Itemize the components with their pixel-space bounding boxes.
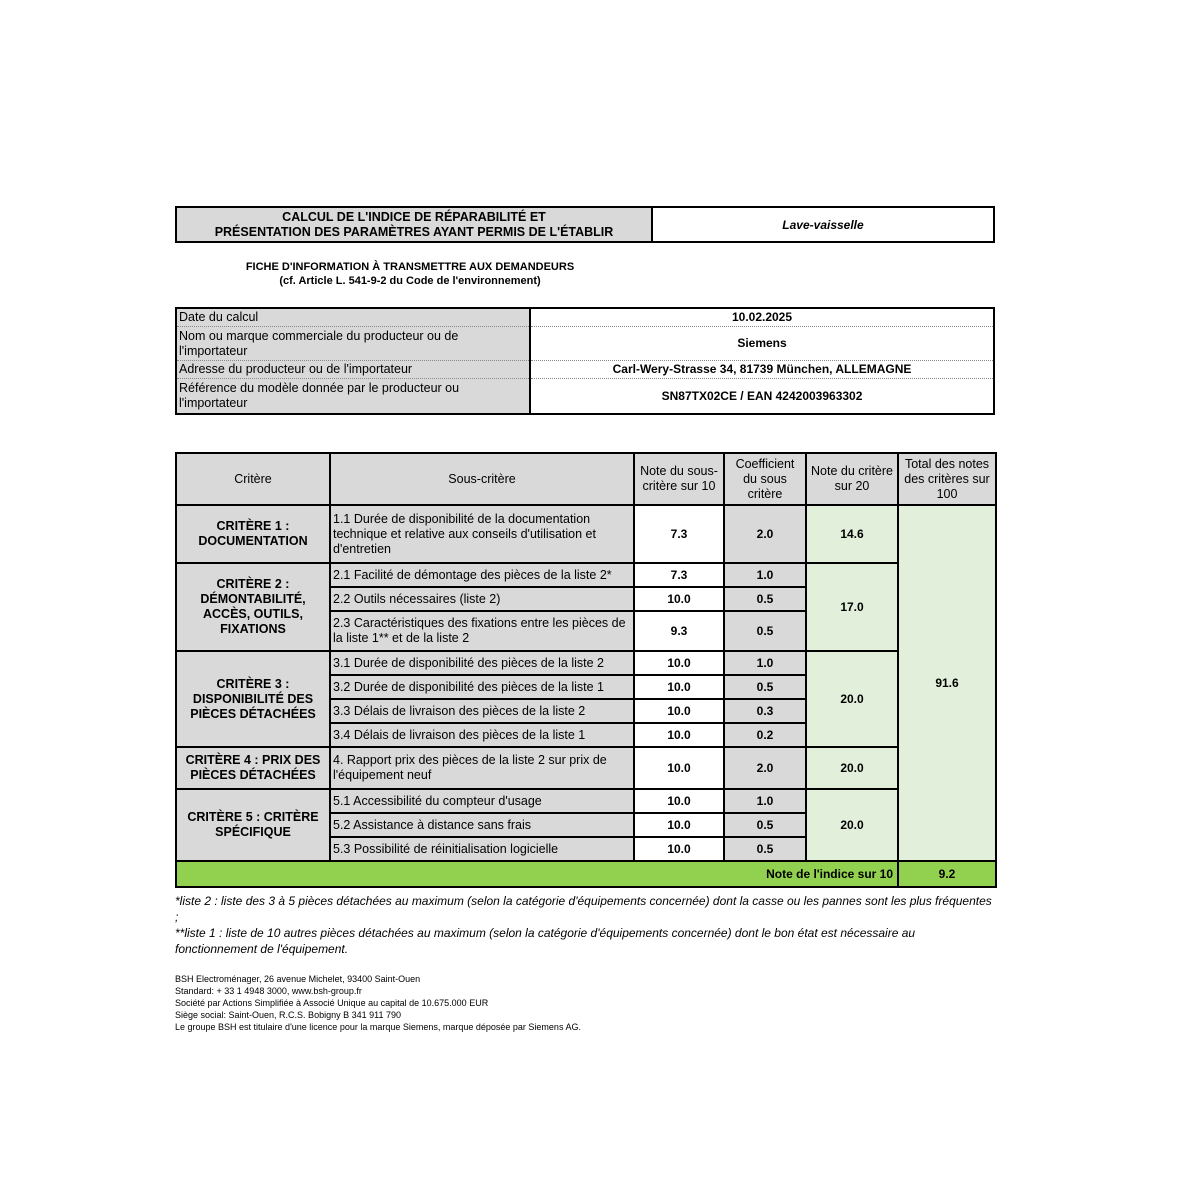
subcriterion-note: 10.0	[634, 813, 724, 837]
info-row	[177, 379, 993, 413]
table-row	[176, 747, 996, 789]
subcriterion-note: 7.3	[634, 563, 724, 587]
subcriterion-note: 10.0	[634, 747, 724, 789]
subcriterion-label: 3.4 Délais de livraison des pièces de la liste 1	[330, 723, 634, 747]
final-score-value: 9.2	[898, 861, 996, 887]
subcriterion-coef: 0.5	[724, 611, 806, 651]
subcriterion-label: 4. Rapport prix des pièces de la liste 2 sur prix de l'équipement neuf	[330, 747, 634, 789]
subcriterion-coef: 2.0	[724, 505, 806, 563]
subcriterion-coef: 2.0	[724, 747, 806, 789]
subcriterion-label: 3.2 Durée de disponibilité des pièces de la liste 1	[330, 675, 634, 699]
company-line: Siège social: Saint-Ouen, R.C.S. Bobigny B 341 911 790	[175, 1010, 401, 1020]
criterion-note20: 20.0	[806, 651, 898, 747]
header-note10: Note du sous-critère sur 10	[634, 453, 724, 505]
info-table	[175, 307, 995, 415]
subcriterion-label: 2.3 Caractéristiques des fixations entre les pièces de la liste 1** et de la liste 2	[330, 611, 634, 651]
final-score-row	[176, 861, 996, 887]
subcriterion-coef: 0.5	[724, 675, 806, 699]
header-coef: Coefficient du sous critère	[724, 453, 806, 505]
criterion-note20: 14.6	[806, 505, 898, 563]
company-line: BSH Electroménager, 26 avenue Michelet, 93400 Saint-Ouen	[175, 974, 421, 984]
criterion-note20: 20.0	[806, 789, 898, 861]
subcriterion-coef: 1.0	[724, 789, 806, 813]
subcriterion-label: 5.1 Accessibilité du compteur d'usage	[330, 789, 634, 813]
document-header	[175, 206, 995, 243]
criterion-name: CRITÈRE 2 : DÉMONTABILITÉ, ACCÈS, OUTILS, FIXATIONS	[176, 563, 330, 651]
subcriterion-note: 10.0	[634, 587, 724, 611]
company-line: Le groupe BSH est titulaire d'une licence pour la marque Siemens, marque déposée par Siemens AG.	[175, 1022, 581, 1032]
criterion-note20: 20.0	[806, 747, 898, 789]
subcriterion-coef: 1.0	[724, 651, 806, 675]
info-row	[177, 326, 993, 361]
criterion-name: CRITÈRE 5 : CRITÈRE SPÉCIFIQUE	[176, 789, 330, 861]
info-value: Siemens	[530, 326, 993, 361]
subcriterion-coef: 1.0	[724, 563, 806, 587]
info-value: Carl-Wery-Strasse 34, 81739 München, ALLEMAGNE	[530, 361, 993, 379]
total-score: 91.6	[898, 505, 996, 861]
footnotes	[175, 893, 995, 957]
subtitle-line-1: FICHE D'INFORMATION À TRANSMETTRE AUX DEMANDEURS	[245, 261, 575, 273]
subcriterion-note: 10.0	[634, 789, 724, 813]
info-row	[177, 309, 993, 326]
subcriterion-label: 2.1 Facilité de démontage des pièces de la liste 2*	[330, 563, 634, 587]
subcriterion-coef: 0.3	[724, 699, 806, 723]
product-type: Lave-vaisselle	[782, 217, 864, 232]
subcriterion-coef: 0.5	[724, 587, 806, 611]
info-label: Référence du modèle donnée par le producteur ou l'importateur	[177, 379, 530, 413]
score-table	[175, 452, 997, 888]
subtitle	[175, 260, 645, 288]
criterion-name: CRITÈRE 1 : DOCUMENTATION	[176, 505, 330, 563]
footnote-liste1: **liste 1 : liste de 10 autres pièces détachées au maximum (selon la catégorie d'équipements concernée) dont le bon état est nécessaire au fonctionnement de l'équipement.	[175, 926, 916, 956]
company-line: Standard: + 33 1 4948 3000, www.bsh-group.fr	[175, 986, 362, 996]
subtitle-line-2: (cf. Article L. 541-9-2 du Code de l'environnement)	[279, 275, 541, 287]
subcriterion-label: 5.3 Possibilité de réinitialisation logicielle	[330, 837, 634, 861]
table-row	[176, 563, 996, 587]
subcriterion-label: 5.2 Assistance à distance sans frais	[330, 813, 634, 837]
subcriterion-label: 2.2 Outils nécessaires (liste 2)	[330, 587, 634, 611]
header-critere: Critère	[176, 453, 330, 505]
info-value: SN87TX02CE / EAN 4242003963302	[661, 388, 863, 403]
footnote-liste2: *liste 2 : liste des 3 à 5 pièces détachées au maximum (selon la catégorie d'équipements concernée) dont la casse ou les pannes sont les plus fréquentes ;	[175, 894, 992, 924]
subcriterion-note: 10.0	[634, 675, 724, 699]
criterion-name: CRITÈRE 4 : PRIX DES PIÈCES DÉTACHÉES	[176, 747, 330, 789]
subcriterion-label: 3.3 Délais de livraison des pièces de la liste 2	[330, 699, 634, 723]
header-note20: Note du critère sur 20	[806, 453, 898, 505]
subcriterion-coef: 0.2	[724, 723, 806, 747]
table-row	[176, 651, 996, 675]
company-line: Société par Actions Simplifiée à Associé Unique au capital de 10.675.000 EUR	[175, 998, 489, 1008]
subcriterion-note: 10.0	[634, 699, 724, 723]
table-row	[176, 505, 996, 563]
subcriterion-label: 3.1 Durée de disponibilité des pièces de la liste 2	[330, 651, 634, 675]
subcriterion-note: 10.0	[634, 723, 724, 747]
info-row	[177, 361, 993, 379]
subcriterion-coef: 0.5	[724, 813, 806, 837]
criterion-name: CRITÈRE 3 : DISPONIBILITÉ DES PIÈCES DÉTACHÉES	[176, 651, 330, 747]
criterion-note20: 17.0	[806, 563, 898, 651]
info-label: Adresse du producteur ou de l'importateur	[177, 361, 530, 379]
subcriterion-label: 1.1 Durée de disponibilité de la documentation technique et relative aux conseils d'utilisation et d'entretien	[330, 505, 634, 563]
header-total: Total des notes des critères sur 100	[898, 453, 996, 505]
subcriterion-note: 9.3	[634, 611, 724, 651]
header-sous-critere: Sous-critère	[330, 453, 634, 505]
info-label: Nom ou marque commerciale du producteur ou de l'importateur	[177, 326, 530, 361]
subcriterion-coef: 0.5	[724, 837, 806, 861]
subcriterion-note: 10.0	[634, 651, 724, 675]
final-score-label: Note de l'indice sur 10	[176, 861, 898, 887]
info-value: 10.02.2025	[530, 309, 993, 326]
info-label: Date du calcul	[177, 309, 530, 326]
title-line-2: PRÉSENTATION DES PARAMÈTRES AYANT PERMIS DE L'ÉTABLIR	[214, 224, 614, 239]
table-header-row	[176, 453, 996, 505]
document-title	[177, 208, 653, 241]
table-row	[176, 789, 996, 813]
company-info	[175, 973, 875, 1033]
title-line-1: CALCUL DE L'INDICE DE RÉPARABILITÉ ET	[282, 209, 546, 224]
subcriterion-note: 10.0	[634, 837, 724, 861]
subcriterion-note: 7.3	[634, 505, 724, 563]
